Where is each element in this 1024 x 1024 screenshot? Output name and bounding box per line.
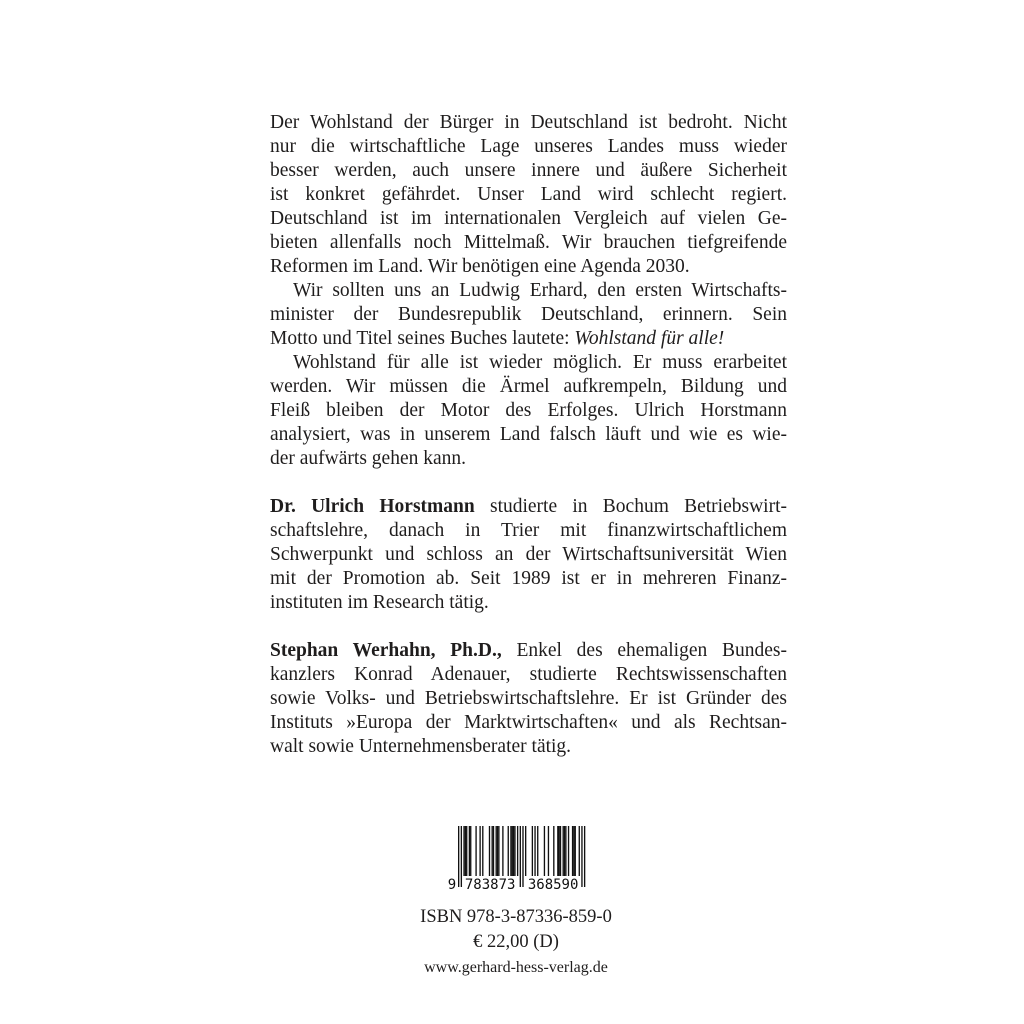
price-text: € 22,00 (D) — [473, 932, 559, 952]
text-segment: Motto und Titel seines Buches lautete: — [270, 328, 575, 349]
text-segment: werden. Wir müssen die Ärmel aufkrempeln, Bildung und — [270, 376, 787, 397]
barcode-digit-group: 783873 — [464, 877, 515, 892]
text-segment: Fleiß bleiben der Motor des Erfolges. Ulrich Horstmann — [270, 400, 787, 421]
text-line — [270, 135, 787, 159]
imprint-footer — [4, 904, 1024, 980]
text-segment: Dr. Ulrich Horstmann — [270, 496, 475, 517]
text-segment: sowie Volks- und Betriebswirtschaftslehre. Er ist Gründer des — [270, 688, 787, 709]
text-segment: instituten im Research tätig. — [270, 592, 489, 613]
text-line — [270, 735, 787, 759]
text-segment: Schwerpunkt und schloss an der Wirtschaftsuniversität Wien — [270, 544, 787, 565]
text-segment: Instituts »Europa der Marktwirtschaften« und als Rechtsan- — [270, 712, 787, 733]
ean13-barcode-svg — [446, 826, 587, 892]
text-segment: Der Wohlstand der Bürger in Deutschland ist bedroht. Nicht — [270, 112, 787, 133]
text-line — [270, 543, 787, 567]
text-segment: ist konkret gefährdet. Unser Land wird schlecht regiert. — [270, 184, 787, 205]
text-segment: der aufwärts gehen kann. — [270, 448, 466, 469]
text-line — [270, 111, 787, 135]
text-line — [270, 663, 787, 687]
paragraph — [270, 639, 787, 759]
text-segment: kanzlers Konrad Adenauer, studierte Rechtswissenschaften — [270, 664, 787, 685]
text-line — [270, 423, 787, 447]
barcode-digit-group: 368590 — [527, 877, 578, 892]
text-line — [270, 591, 787, 615]
text-line — [270, 159, 787, 183]
publisher-website-text: www.gerhard-hess-verlag.de — [424, 959, 608, 976]
text-segment: bieten allenfalls noch Mittelmaß. Wir brauchen tiefgreifende — [270, 232, 787, 253]
text-segment: Wir sollten uns an Ludwig Erhard, den ersten Wirtschafts- — [293, 280, 787, 301]
text-line — [270, 375, 787, 399]
text-segment: Deutschland ist im internationalen Vergleich auf vielen Ge- — [270, 208, 787, 229]
paragraph — [270, 495, 787, 615]
text-line — [270, 639, 787, 663]
text-line — [270, 327, 787, 351]
text-segment: Reformen im Land. Wir benötigen eine Agenda 2030. — [270, 256, 690, 277]
text-line — [270, 567, 787, 591]
paragraph — [270, 279, 787, 351]
text-line — [270, 687, 787, 711]
text-line — [270, 255, 787, 279]
barcode-digit-group: 9 — [447, 877, 456, 892]
text-line — [270, 303, 787, 327]
text-line — [270, 279, 787, 303]
text-segment: Stephan Werhahn, Ph.D., — [270, 640, 502, 661]
text-line — [270, 399, 787, 423]
text-segment: walt sowie Unternehmensberater tätig. — [270, 736, 572, 757]
text-segment: mit der Promotion ab. Seit 1989 ist er in mehreren Finanz- — [270, 568, 787, 589]
text-segment: Wohlstand für alle ist wieder möglich. Er muss erarbeitet — [293, 352, 787, 373]
text-line — [270, 183, 787, 207]
paragraph — [270, 351, 787, 471]
text-line — [270, 495, 787, 519]
text-line — [270, 519, 787, 543]
text-segment: schaftslehre, danach in Trier mit finanzwirtschaftlichem — [270, 520, 787, 541]
text-segment: Enkel des ehemaligen Bundes- — [501, 640, 787, 661]
text-line — [270, 231, 787, 255]
barcode-area — [4, 826, 1024, 897]
text-segment: besser werden, auch unsere innere und äußere Sicherheit — [270, 160, 787, 181]
text-segment: minister der Bundesrepublik Deutschland, erinnern. Sein — [270, 304, 787, 325]
author-bios-section — [270, 495, 787, 759]
blurb-section — [270, 111, 787, 471]
text-segment: nur die wirtschaftliche Lage unseres Landes muss wieder — [270, 136, 787, 157]
paragraph — [270, 111, 787, 279]
text-line — [270, 447, 787, 471]
cover-text-column — [270, 111, 787, 759]
text-line — [270, 711, 787, 735]
text-segment: Wohlstand für alle! — [574, 328, 725, 349]
text-line — [270, 207, 787, 231]
isbn-text: ISBN 978-3-87336-859-0 — [420, 907, 612, 927]
text-segment: studierte in Bochum Betriebswirt- — [474, 496, 787, 517]
ean13-barcode — [446, 826, 587, 897]
text-line — [270, 351, 787, 375]
text-segment: analysiert, was in unserem Land falsch läuft und wie es wie- — [270, 424, 787, 445]
